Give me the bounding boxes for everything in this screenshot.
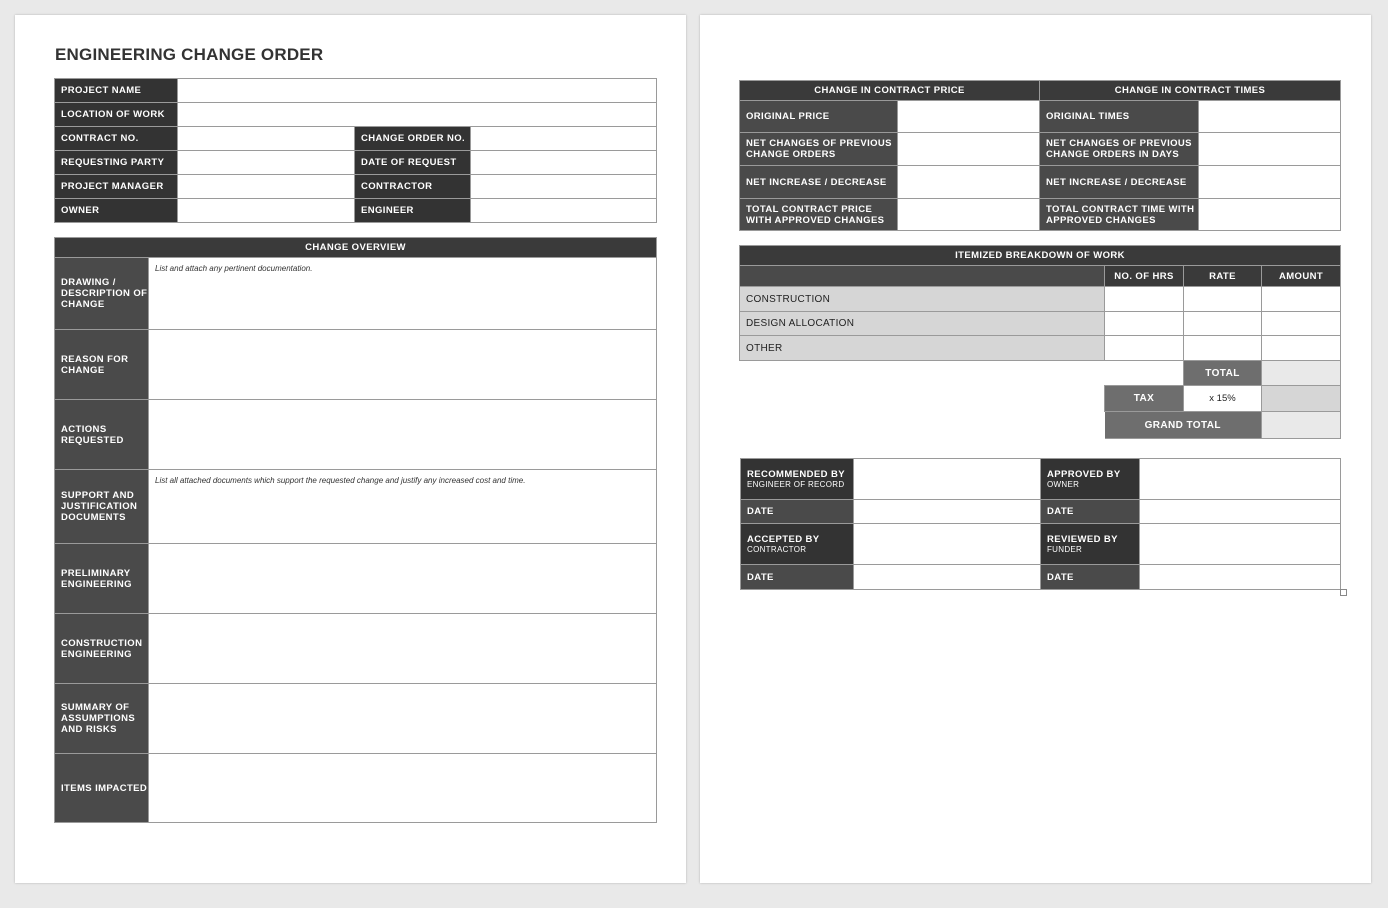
tax-field[interactable]: [1262, 386, 1341, 412]
times-row-label: NET CHANGES OF PREVIOUS CHANGE ORDERS IN DAYS: [1040, 133, 1199, 166]
overview-row-field[interactable]: [149, 330, 657, 400]
itemized-blank-header: [740, 266, 1105, 287]
date-field[interactable]: [1140, 500, 1341, 524]
tax-rate: x 15%: [1184, 386, 1262, 412]
project-manager-label: PROJECT MANAGER: [55, 175, 178, 199]
requesting-party-field[interactable]: [178, 151, 355, 175]
price-row-label: TOTAL CONTRACT PRICE WITH APPROVED CHANGES: [740, 199, 898, 231]
contract-no-label: CONTRACT NO.: [55, 127, 178, 151]
overview-row-label: SUPPORT AND JUSTIFICATION DOCUMENTS: [55, 470, 149, 544]
contract-price-header: CHANGE IN CONTRACT PRICE: [740, 81, 1040, 101]
project-info-table: [54, 78, 657, 223]
contractor-field[interactable]: [471, 175, 657, 199]
location-of-work-label: LOCATION OF WORK: [55, 103, 178, 127]
overview-row-field[interactable]: [149, 684, 657, 754]
itemized-header: ITEMIZED BREAKDOWN OF WORK: [740, 246, 1341, 266]
location-of-work-field[interactable]: [178, 103, 657, 127]
times-row-label: TOTAL CONTRACT TIME WITH APPROVED CHANGES: [1040, 199, 1199, 231]
date-label: DATE: [741, 500, 854, 524]
overview-row-label: PRELIMINARY ENGINEERING: [55, 544, 149, 614]
approved-by-field[interactable]: [1140, 459, 1341, 500]
price-row-field[interactable]: [898, 166, 1040, 199]
date-field[interactable]: [854, 565, 1041, 590]
itemized-row-label: CONSTRUCTION: [740, 287, 1105, 312]
amount-field[interactable]: [1262, 312, 1341, 336]
requesting-party-label: REQUESTING PARTY: [55, 151, 178, 175]
grand-total-field[interactable]: [1262, 412, 1341, 439]
date-field[interactable]: [854, 500, 1041, 524]
change-overview-table: [54, 237, 657, 823]
reviewed-by-label: REVIEWED BY FUNDER: [1041, 524, 1140, 565]
amount-column-header: AMOUNT: [1262, 266, 1341, 287]
times-row-label: ORIGINAL TIMES: [1040, 101, 1199, 133]
change-overview-header: CHANGE OVERVIEW: [55, 238, 657, 258]
amount-field[interactable]: [1262, 336, 1341, 361]
engineer-label: ENGINEER: [355, 199, 471, 223]
contractor-label: CONTRACTOR: [355, 175, 471, 199]
overview-row-label: ACTIONS REQUESTED: [55, 400, 149, 470]
itemized-row-label: OTHER: [740, 336, 1105, 361]
overview-row-field[interactable]: [149, 754, 657, 823]
amount-field[interactable]: [1262, 287, 1341, 312]
times-row-field[interactable]: [1199, 101, 1341, 133]
hrs-field[interactable]: [1105, 312, 1184, 336]
date-of-request-label: DATE OF REQUEST: [355, 151, 471, 175]
contract-times-header: CHANGE IN CONTRACT TIMES: [1040, 81, 1341, 101]
date-label: DATE: [1041, 565, 1140, 590]
price-row-field[interactable]: [898, 133, 1040, 166]
hrs-field[interactable]: [1105, 336, 1184, 361]
hrs-field[interactable]: [1105, 287, 1184, 312]
times-row-field[interactable]: [1199, 166, 1341, 199]
owner-label: OWNER: [55, 199, 178, 223]
grand-total-label: GRAND TOTAL: [1105, 412, 1262, 439]
rate-column-header: RATE: [1184, 266, 1262, 287]
overview-row-field[interactable]: [149, 614, 657, 684]
price-row-label: NET CHANGES OF PREVIOUS CHANGE ORDERS: [740, 133, 898, 166]
signoff-table: [740, 458, 1341, 590]
overview-row-field[interactable]: List all attached documents which support the requested change and justify any increased cost and time.: [149, 470, 657, 544]
rate-field[interactable]: [1184, 287, 1262, 312]
recommended-by-field[interactable]: [854, 459, 1041, 500]
date-field[interactable]: [1140, 565, 1341, 590]
resize-handle[interactable]: [1340, 589, 1347, 596]
overview-row-field[interactable]: [149, 544, 657, 614]
times-row-label: NET INCREASE / DECREASE: [1040, 166, 1199, 199]
contract-no-field[interactable]: [178, 127, 355, 151]
reviewed-by-field[interactable]: [1140, 524, 1341, 565]
overview-row-label: DRAWING / DESCRIPTION OF CHANGE: [55, 258, 149, 330]
overview-row-label: ITEMS IMPACTED: [55, 754, 149, 823]
page-right: [700, 15, 1371, 883]
total-label: TOTAL: [1184, 361, 1262, 386]
price-row-field[interactable]: [898, 199, 1040, 231]
overview-row-label: SUMMARY OF ASSUMPTIONS AND RISKS: [55, 684, 149, 754]
date-of-request-field[interactable]: [471, 151, 657, 175]
change-order-no-label: CHANGE ORDER NO.: [355, 127, 471, 151]
owner-field[interactable]: [178, 199, 355, 223]
total-field[interactable]: [1262, 361, 1341, 386]
times-row-field[interactable]: [1199, 133, 1341, 166]
overview-row-field[interactable]: List and attach any pertinent documentation.: [149, 258, 657, 330]
itemized-breakdown-table: [739, 245, 1341, 439]
tax-label: TAX: [1105, 386, 1184, 412]
date-label: DATE: [1041, 500, 1140, 524]
hrs-column-header: NO. OF HRS: [1105, 266, 1184, 287]
price-row-label: ORIGINAL PRICE: [740, 101, 898, 133]
project-name-field[interactable]: [178, 79, 657, 103]
overview-row-label: REASON FOR CHANGE: [55, 330, 149, 400]
overview-row-field[interactable]: [149, 400, 657, 470]
rate-field[interactable]: [1184, 312, 1262, 336]
date-label: DATE: [741, 565, 854, 590]
recommended-by-label: RECOMMENDED BY ENGINEER OF RECORD: [741, 459, 854, 500]
times-row-field[interactable]: [1199, 199, 1341, 231]
rate-field[interactable]: [1184, 336, 1262, 361]
project-manager-field[interactable]: [178, 175, 355, 199]
price-row-label: NET INCREASE / DECREASE: [740, 166, 898, 199]
price-row-field[interactable]: [898, 101, 1040, 133]
project-name-label: PROJECT NAME: [55, 79, 178, 103]
contract-change-table: [739, 80, 1341, 231]
approved-by-label: APPROVED BY OWNER: [1041, 459, 1140, 500]
page-title: ENGINEERING CHANGE ORDER: [55, 45, 324, 64]
accepted-by-field[interactable]: [854, 524, 1041, 565]
itemized-row-label: DESIGN ALLOCATION: [740, 312, 1105, 336]
overview-row-label: CONSTRUCTION ENGINEERING: [55, 614, 149, 684]
accepted-by-label: ACCEPTED BY CONTRACTOR: [741, 524, 854, 565]
change-order-no-field[interactable]: [471, 127, 657, 151]
page-left: [15, 15, 686, 883]
engineer-field[interactable]: [471, 199, 657, 223]
